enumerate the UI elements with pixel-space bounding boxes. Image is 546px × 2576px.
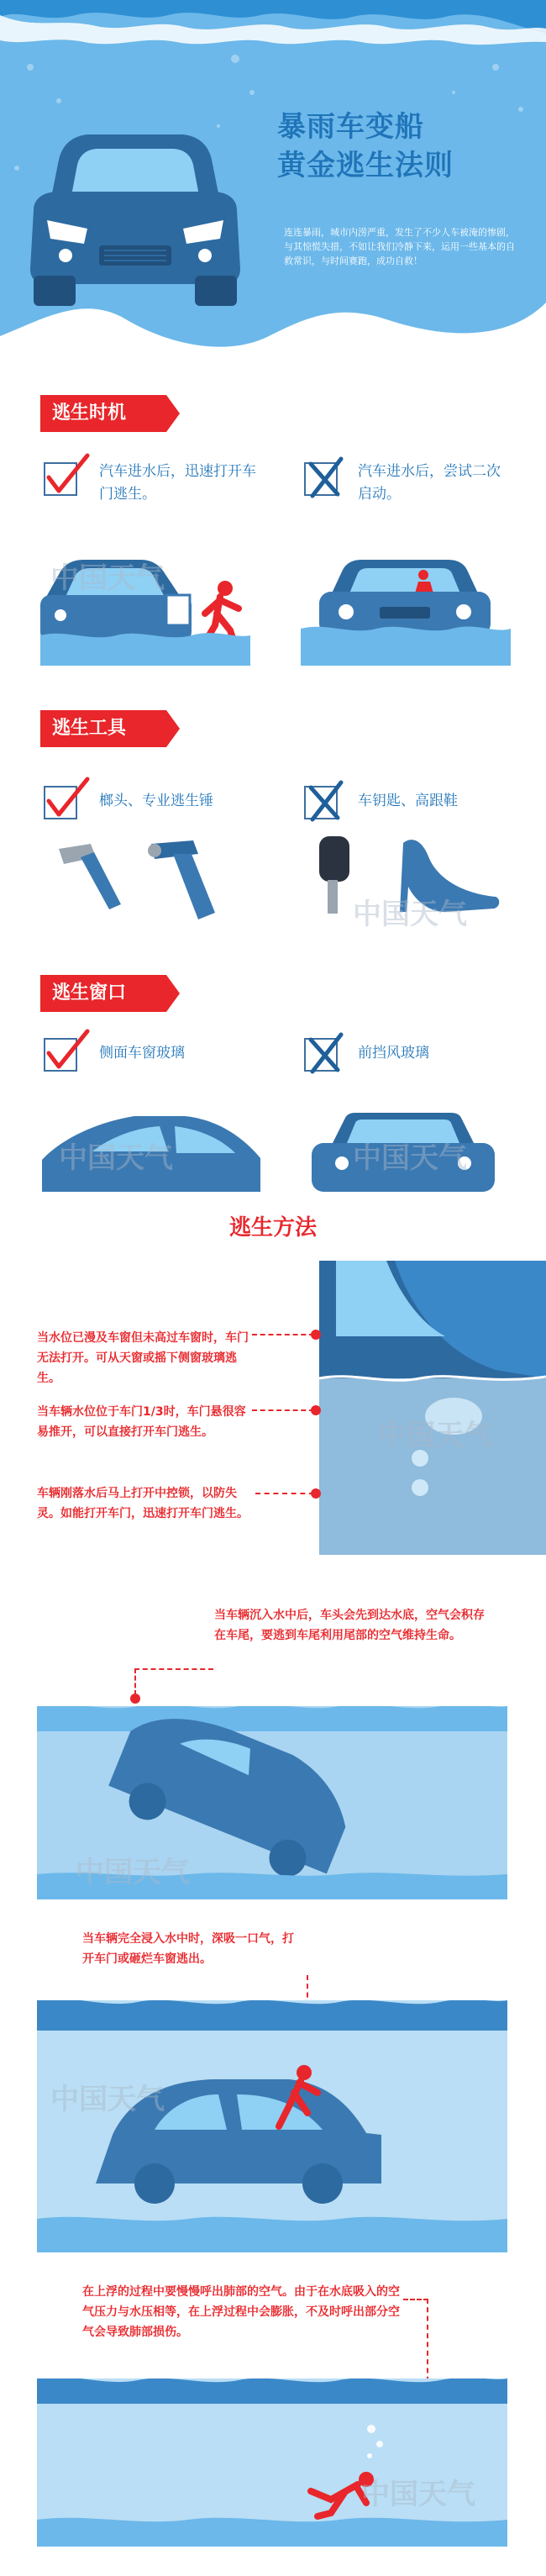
windshield-illustration [298, 1111, 508, 1192]
watermark: 中国天气 [50, 2083, 165, 2116]
car-key-icon [319, 836, 349, 914]
annotation-line [252, 1409, 314, 1411]
method-note-3: 车辆刚落水后马上打开中控锁，以防失灵。如能打开车门，迅速打开车门逃生。 [37, 1487, 249, 1520]
surfacing-swimmer-illustration [37, 2378, 507, 2547]
annotation-line [403, 2299, 428, 2300]
tools-correct-text: 榔头、专业逃生锤 [99, 793, 213, 809]
watermark: 中国天气 [59, 1141, 173, 1175]
escape-hammer-icon [148, 840, 215, 919]
annotation-line [255, 1493, 314, 1494]
method-note-6: 在上浮的过程中要慢慢呼出肺部的空气。由于在水底吸入的空气压力与水压相等，在上浮过程中会膨胀，不及时呼出部分空气会导致肺部损伤。 [82, 2285, 400, 2339]
watermark: 中国天气 [50, 561, 165, 595]
cross-icon [304, 1038, 338, 1072]
method-note-1: 当水位已漫及车窗但未高过车窗时，车门无法打开。可从天窗或摇下侧窗玻璃逃生。 [37, 1331, 249, 1385]
timing-wrong-text: 汽车进水后，尝试二次启动。 [358, 463, 501, 503]
side-window-illustration [42, 1108, 260, 1192]
hammer-tools-illustration [50, 832, 252, 925]
hero-banner [0, 0, 546, 370]
method-note-5: 当车辆完全浸入水中时，深吸一口气，打开车门或砸烂车窗逃出。 [82, 1932, 294, 1966]
watermark: 中国天气 [361, 2478, 475, 2511]
windows-correct-text: 侧面车窗玻璃 [99, 1045, 185, 1061]
tools-wrong-text: 车钥匙、高跟鞋 [358, 793, 458, 809]
page-title [277, 108, 538, 185]
hammer-icon [59, 844, 121, 909]
check-icon [44, 786, 77, 819]
watermark: 中国天气 [353, 898, 467, 931]
annotation-line [134, 1668, 136, 1695]
car-in-water-escape-illustration [40, 548, 250, 666]
watermark: 中国天气 [378, 1419, 492, 1452]
watermark: 中国天气 [76, 1856, 190, 1889]
methods-title: 逃生方法 [228, 1215, 317, 1241]
submerged-car-escape-illustration [37, 2000, 507, 2252]
watermark: 中国天气 [353, 1141, 467, 1175]
method-note-2: 当车辆水位位于车门1/3时，车门悬很容易推开，可以直接打开车门逃生。 [37, 1405, 246, 1439]
title-line-1: 暴雨车变船 [277, 110, 424, 144]
timing-correct-text: 汽车进水后，迅速打开车门逃生。 [99, 463, 256, 503]
key-heels-illustration [302, 828, 512, 925]
section-tag-timing: 逃生时机 [40, 395, 166, 432]
section-tag-tools: 逃生工具 [40, 710, 166, 747]
windows-wrong-text: 前挡风玻璃 [358, 1045, 429, 1061]
hero-car-icon [30, 134, 240, 306]
cross-icon [304, 786, 338, 819]
sinking-car-illustration [37, 1706, 507, 1899]
check-icon [44, 1038, 77, 1072]
check-icon [44, 462, 77, 496]
title-line-2: 黄金逃生法则 [277, 149, 454, 182]
annotation-dot [130, 1694, 140, 1704]
high-heel-icon [400, 840, 499, 912]
section-tag-windows: 逃生窗口 [40, 975, 166, 1012]
car-restart-illustration [301, 556, 511, 666]
cross-icon [304, 462, 338, 496]
annotation-line [252, 1334, 314, 1335]
intro-text: 连连暴雨，城市内涝严重，发生了不少人车被淹的惨剧，与其惊慌失措，不如让我们冷静下来，运用一些基本的自救常识，与时间赛跑，成功自救！ [284, 227, 515, 266]
annotation-line [134, 1668, 213, 1670]
car-front-in-water-illustration [319, 1261, 546, 1555]
method-note-4: 当车辆沉入水中后，车头会先到达水底，空气会积存在车尾，要逃到车尾利用尾部的空气维持生命。 [214, 1609, 485, 1642]
